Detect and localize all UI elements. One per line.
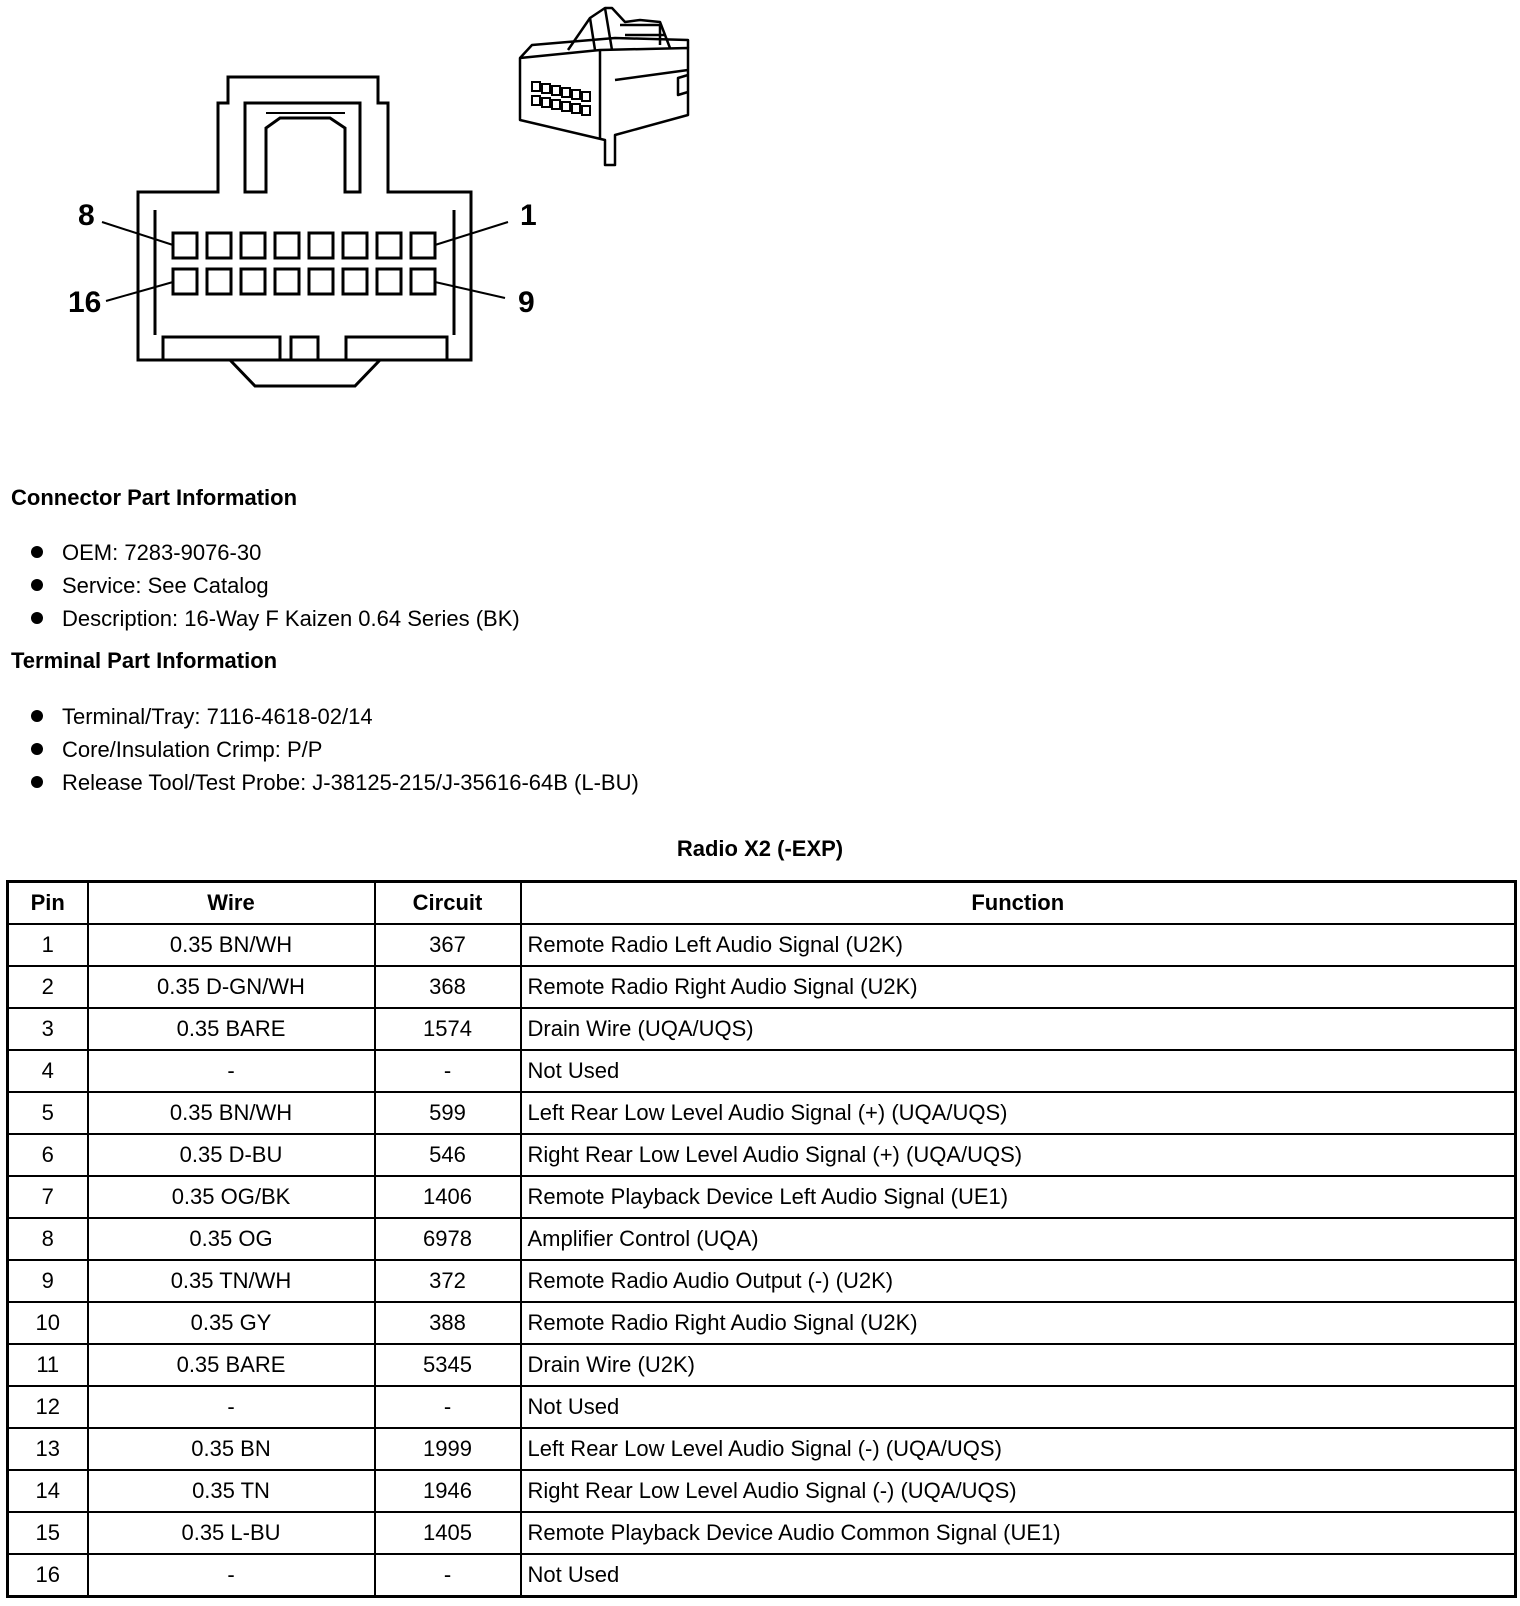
- table-row: [8, 1554, 1516, 1597]
- pin-label-16: 16: [68, 286, 102, 319]
- cell-wire: 0.35 BARE: [88, 1008, 375, 1050]
- cell-function: Remote Radio Right Audio Signal (U2K): [521, 1302, 1516, 1344]
- cell-circuit: 372: [375, 1260, 521, 1302]
- connector-3d-illustration: [510, 0, 710, 175]
- cell-pin: 6: [8, 1134, 88, 1176]
- cell-pin: 4: [8, 1050, 88, 1092]
- cell-wire: 0.35 L-BU: [88, 1512, 375, 1554]
- cell-function: Remote Playback Device Audio Common Signal (UE1): [521, 1512, 1516, 1554]
- cell-wire: -: [88, 1386, 375, 1428]
- table-header-row: [8, 882, 1516, 925]
- cell-circuit: -: [375, 1050, 521, 1092]
- table-row: [8, 1470, 1516, 1512]
- table-row: [8, 1092, 1516, 1134]
- cell-circuit: 1405: [375, 1512, 521, 1554]
- table-row: [8, 1302, 1516, 1344]
- list-item: Description: 16-Way F Kaizen 0.64 Series (BK): [30, 602, 520, 635]
- pin-label-8: 8: [78, 199, 95, 232]
- cell-pin: 14: [8, 1470, 88, 1512]
- cell-wire: 0.35 TN: [88, 1470, 375, 1512]
- cell-circuit: 1999: [375, 1428, 521, 1470]
- column-header-wire: Wire: [88, 882, 375, 925]
- pinout-table-body: [8, 924, 1516, 1597]
- cell-pin: 13: [8, 1428, 88, 1470]
- table-row: [8, 1344, 1516, 1386]
- cell-pin: 2: [8, 966, 88, 1008]
- connector-part-list: [30, 536, 520, 635]
- table-row: [8, 1386, 1516, 1428]
- cell-wire: 0.35 BARE: [88, 1344, 375, 1386]
- cell-function: Amplifier Control (UQA): [521, 1218, 1516, 1260]
- cell-circuit: 1406: [375, 1176, 521, 1218]
- cell-pin: 9: [8, 1260, 88, 1302]
- cell-circuit: -: [375, 1554, 521, 1597]
- cell-function: Remote Radio Left Audio Signal (U2K): [521, 924, 1516, 966]
- cell-pin: 5: [8, 1092, 88, 1134]
- cell-function: Right Rear Low Level Audio Signal (+) (UQA/UQS): [521, 1134, 1516, 1176]
- cell-wire: 0.35 D-GN/WH: [88, 966, 375, 1008]
- list-item: Service: See Catalog: [30, 569, 520, 602]
- cell-circuit: -: [375, 1386, 521, 1428]
- pin-label-1: 1: [520, 199, 537, 232]
- cell-function: Drain Wire (U2K): [521, 1344, 1516, 1386]
- cell-function: Right Rear Low Level Audio Signal (-) (UQA/UQS): [521, 1470, 1516, 1512]
- cell-circuit: 367: [375, 924, 521, 966]
- cell-pin: 10: [8, 1302, 88, 1344]
- connector-diagram: [0, 0, 760, 420]
- cell-function: Drain Wire (UQA/UQS): [521, 1008, 1516, 1050]
- cell-function: Remote Radio Audio Output (-) (U2K): [521, 1260, 1516, 1302]
- cell-function: Not Used: [521, 1554, 1516, 1597]
- cell-circuit: 368: [375, 966, 521, 1008]
- cell-wire: 0.35 D-BU: [88, 1134, 375, 1176]
- table-row: [8, 1008, 1516, 1050]
- cell-wire: 0.35 OG: [88, 1218, 375, 1260]
- cell-wire: -: [88, 1554, 375, 1597]
- cell-pin: 16: [8, 1554, 88, 1597]
- cell-circuit: 388: [375, 1302, 521, 1344]
- table-row: [8, 924, 1516, 966]
- terminal-part-list: [30, 700, 639, 799]
- cell-function: Left Rear Low Level Audio Signal (-) (UQA/UQS): [521, 1428, 1516, 1470]
- list-item: Core/Insulation Crimp: P/P: [30, 733, 639, 766]
- cell-pin: 8: [8, 1218, 88, 1260]
- cell-function: Remote Radio Right Audio Signal (U2K): [521, 966, 1516, 1008]
- cell-function: Remote Playback Device Left Audio Signal (UE1): [521, 1176, 1516, 1218]
- cell-circuit: 1946: [375, 1470, 521, 1512]
- cell-pin: 7: [8, 1176, 88, 1218]
- cell-wire: 0.35 BN: [88, 1428, 375, 1470]
- list-item: Terminal/Tray: 7116-4618-02/14: [30, 700, 639, 733]
- cell-function: Not Used: [521, 1386, 1516, 1428]
- connector-part-heading: Connector Part Information: [11, 485, 298, 510]
- cell-function: Left Rear Low Level Audio Signal (+) (UQA/UQS): [521, 1092, 1516, 1134]
- cell-wire: 0.35 BN/WH: [88, 1092, 375, 1134]
- pinout-table: [6, 880, 1517, 1598]
- cell-circuit: 5345: [375, 1344, 521, 1386]
- cell-wire: 0.35 GY: [88, 1302, 375, 1344]
- table-row: [8, 1260, 1516, 1302]
- table-row: [8, 1428, 1516, 1470]
- cell-circuit: 1574: [375, 1008, 521, 1050]
- cell-wire: 0.35 BN/WH: [88, 924, 375, 966]
- column-header-circuit: Circuit: [375, 882, 521, 925]
- cell-pin: 1: [8, 924, 88, 966]
- cell-wire: 0.35 OG/BK: [88, 1176, 375, 1218]
- table-row: [8, 1176, 1516, 1218]
- column-header-function: Function: [521, 882, 1516, 925]
- table-row: [8, 1218, 1516, 1260]
- cell-pin: 15: [8, 1512, 88, 1554]
- cell-circuit: 546: [375, 1134, 521, 1176]
- table-row: [8, 966, 1516, 1008]
- table-row: [8, 1134, 1516, 1176]
- cell-function: Not Used: [521, 1050, 1516, 1092]
- list-item: Release Tool/Test Probe: J-38125-215/J-35616-64B (L-BU): [30, 766, 639, 799]
- cell-wire: -: [88, 1050, 375, 1092]
- table-row: [8, 1512, 1516, 1554]
- pin-label-9: 9: [518, 286, 535, 319]
- table-title: Radio X2 (-EXP): [676, 836, 844, 861]
- column-header-pin: Pin: [8, 882, 88, 925]
- cell-pin: 12: [8, 1386, 88, 1428]
- cell-circuit: 6978: [375, 1218, 521, 1260]
- table-row: [8, 1050, 1516, 1092]
- cell-pin: 11: [8, 1344, 88, 1386]
- cell-circuit: 599: [375, 1092, 521, 1134]
- cell-wire: 0.35 TN/WH: [88, 1260, 375, 1302]
- list-item: OEM: 7283-9076-30: [30, 536, 520, 569]
- cell-pin: 3: [8, 1008, 88, 1050]
- terminal-part-heading: Terminal Part Information: [11, 648, 278, 673]
